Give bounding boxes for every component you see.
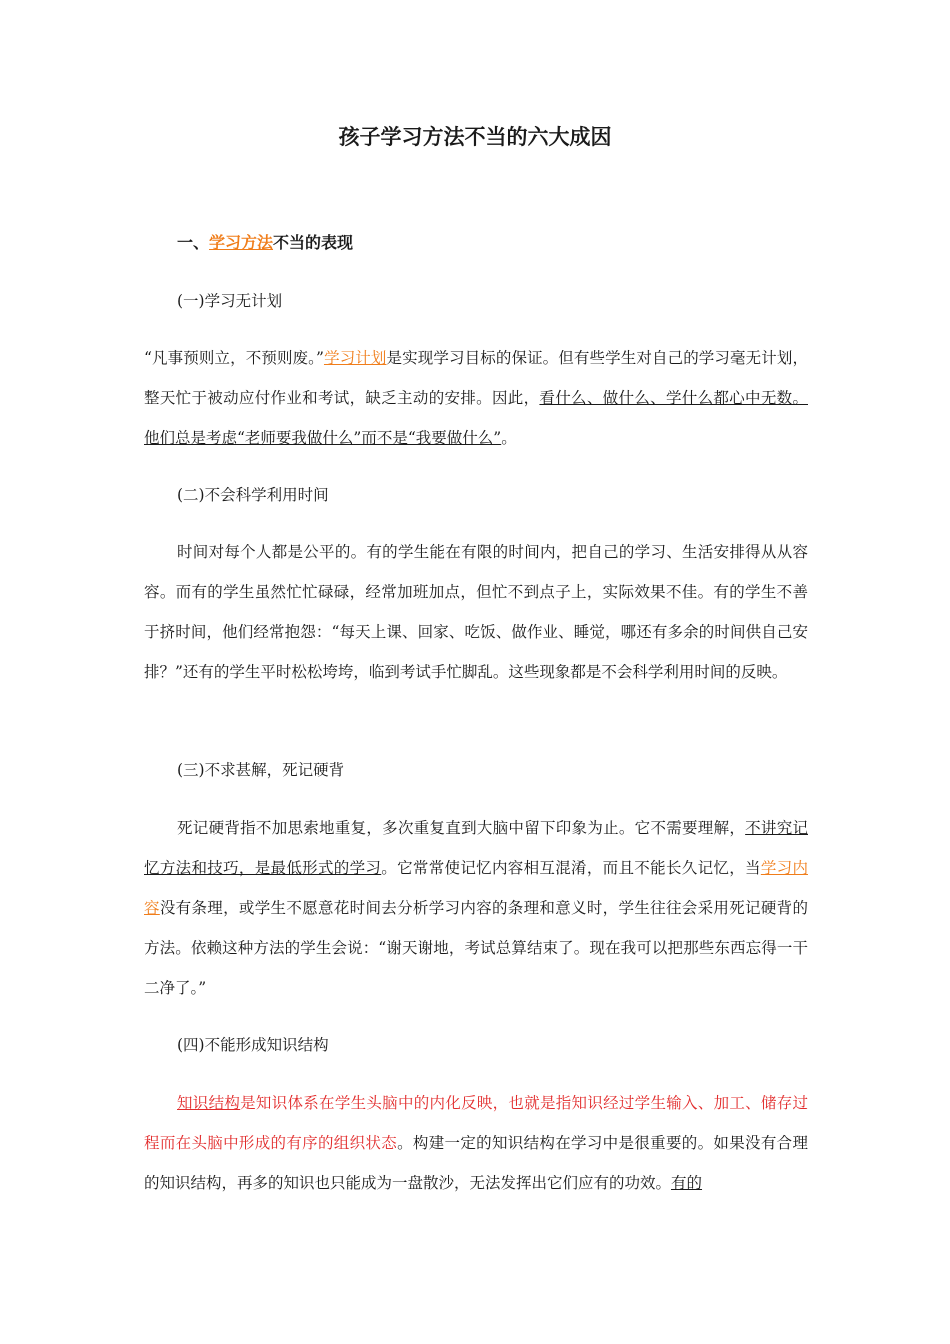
para1-text-2: 是实现学习目标的保证。但有些学生对自己的学习毫无计划，整天忙于被动应付作业和考试，缺乏主动的安排。因此， bbox=[144, 349, 808, 407]
study-content-link[interactable]: 学习内容 bbox=[144, 859, 808, 917]
para4-text-1: 。构建一定的知识结构在学习中是很重要的。如果没有合理的知识结构，再多的知识也只能成为一盘散沙，无法发挥出它们应有的功效。 bbox=[144, 1134, 808, 1192]
para4-underlined: 有的 bbox=[671, 1174, 703, 1192]
study-method-link[interactable]: 学习方法 bbox=[209, 233, 274, 252]
para3-text-2: 。它常常使记忆内容相互混淆，而且不能长久记忆，当 bbox=[381, 859, 761, 877]
para3-underlined: 不讲究记忆方法和技巧，是最低形式的学习 bbox=[144, 819, 808, 877]
study-plan-link[interactable]: 学习计划 bbox=[323, 349, 387, 367]
para4-red-text: 是知识体系在学生头脑中的内化反映，也就是指知识经过学生输入、加工、储存过程而在头脑中形成的有序的组织状态 bbox=[144, 1094, 808, 1152]
para1-underlined: 看什么、做什么、学什么都心中无数。他们总是考虑“老师要我做什么”而不是“我要做什么” bbox=[144, 389, 808, 447]
subheading-3: (三)不求甚解，死记硬背 bbox=[177, 761, 345, 779]
para1-text-1: “凡事预则立，不预则废。” bbox=[144, 349, 324, 367]
subheading-4: (四)不能形成知识结构 bbox=[177, 1036, 329, 1054]
subheading-2: (二)不会科学利用时间 bbox=[177, 486, 329, 504]
knowledge-structure-term: 知识结构 bbox=[177, 1094, 241, 1112]
section-heading bbox=[177, 229, 353, 257]
subheading-1: (一)学习无计划 bbox=[177, 292, 283, 310]
para3-text-3: 没有条理，或学生不愿意花时间去分析学习内容的条理和意义时，学生往往会采用死记硬背的方法。依赖这种方法的学生会说：“谢天谢地，考试总算结束了。现在我可以把那些东西忘得一干二净了。” bbox=[144, 899, 808, 997]
para3-text-1: 死记硬背指不加思索地重复，多次重复直到大脑中留下印象为止。它不需要理解， bbox=[177, 819, 746, 837]
section-heading-text: 不当的表现 bbox=[273, 233, 354, 252]
document-title: 孩子学习方法不当的六大成因 bbox=[338, 124, 612, 149]
paragraph-2: 时间对每个人都是公平的。有的学生能在有限的时间内，把自己的学习、生活安排得从从容容。而有的学生虽然忙忙碌碌，经常加班加点，但忙不到点子上，实际效果不佳。有的学生不善于挤时间，他们经常抱怨：“每天上课、回家、吃饭、做作业、睡觉，哪还有多余的时间供自己安排？”还有的学生平时松松垮垮，临到考试手忙脚乱。这些现象都是不会科学利用时间的反映。 bbox=[144, 543, 808, 681]
paragraph-4 bbox=[144, 1083, 808, 1203]
para1-text-3: 。 bbox=[501, 429, 517, 447]
section-number: 一、 bbox=[177, 233, 210, 252]
paragraph-1 bbox=[144, 338, 808, 458]
paragraph-3 bbox=[144, 808, 808, 1008]
